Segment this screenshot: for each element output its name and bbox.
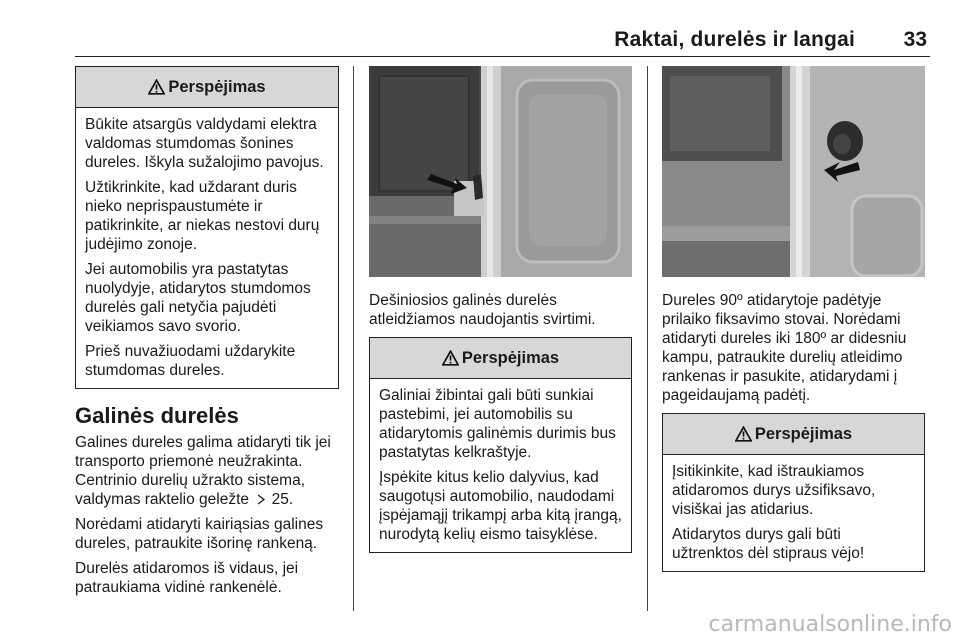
warning-paragraph: Įspėkite kitus kelio dalyvius, kad saugotųsi automobilio, naudodami įspėjamąjį trikampį arba kitą įrangą, nurodytą kelių eismo taisyklėse.	[379, 469, 622, 543]
warning-title: Perspėjimas	[168, 77, 266, 96]
door-release-handle-photo	[662, 66, 925, 277]
body-paragraph	[75, 433, 343, 509]
warning-triangle-icon	[735, 426, 752, 442]
page-number: 33	[903, 28, 927, 51]
warning-paragraph: Prieš nuvažiuodami uždarykite stumdomas dureles.	[85, 343, 296, 379]
warning-triangle-icon	[148, 79, 165, 95]
warning-box	[662, 413, 925, 572]
column-divider	[647, 66, 648, 611]
left-column	[75, 66, 339, 603]
middle-column	[369, 66, 632, 553]
page-header-title: Raktai, durelės ir langai	[614, 28, 855, 51]
header-rule	[75, 56, 930, 57]
warning-paragraph: Atidarytos durys gali būti užtrenktos dėl stipraus vėjo!	[672, 526, 865, 562]
warning-header	[370, 338, 631, 379]
photo-caption: Dešiniosios galinės durelės atleidžiamos naudojantis svirtimi.	[369, 292, 596, 328]
warning-paragraph: Įsitikinkite, kad ištraukiamos atidaromos durys užsifiksavo, visiškai jas atidarius.	[672, 463, 876, 518]
photo-caption: Dureles 90º atidarytoje padėtyje prilaiko fiksavimo stovai. Norėdami atidaryti dureles iki 180º ar didesniu kampu, patraukite durelių atleidimo rankenas ir pasukite, atidarydami į pageidaujamą padėtį.	[662, 292, 907, 404]
column-divider	[353, 66, 354, 611]
warning-title: Perspėjimas	[754, 424, 853, 443]
warning-box	[75, 66, 339, 389]
body-paragraph: Norėdami atidaryti kairiąsias galines dureles, patraukite išorinę rankeną.	[75, 516, 324, 552]
page-reference-link[interactable]: 25.	[271, 491, 294, 508]
body-paragraph: Durelės atidaromos iš vidaus, jei patraukiama vidinė rankenėlė.	[75, 560, 299, 596]
warning-header	[76, 67, 338, 108]
body-text: Galines dureles galima atidaryti tik jei transporto priemonė neužrakinta. Centrinio durelių užrakto sistema, valdymas raktelio geležte	[75, 434, 331, 508]
rear-door-lever-photo	[369, 66, 632, 277]
page-reference-icon	[256, 494, 266, 505]
warning-paragraph: Užtikrinkite, kad uždarant duris nieko neprispaustumėte ir patikrinkite, ar niekas nestovi durų judėjimo zonoje.	[85, 179, 320, 253]
warning-body	[76, 108, 338, 388]
watermark: carmanualsonline.info	[708, 612, 952, 637]
warning-triangle-icon	[442, 350, 459, 366]
warning-paragraph: Galiniai žibintai gali būti sunkiai pastebimi, jei automobilis su atidarytomis galinėmis durimis bus pastatytas kelkraštyje.	[379, 387, 616, 461]
warning-header	[663, 414, 924, 455]
warning-paragraph: Jei automobilis yra pastatytas nuolydyje, atidarytos stumdomos durelės gali netyčia pajudėti veikiamos savo svorio.	[85, 261, 311, 335]
warning-paragraph: Būkite atsargūs valdydami elektra valdomas stumdomas šonines dureles. Iškyla sužalojimo pavojus.	[85, 116, 324, 171]
section-heading: Galinės durelės	[75, 403, 239, 428]
right-column	[662, 66, 925, 572]
warning-body	[663, 455, 924, 571]
warning-title: Perspėjimas	[461, 348, 560, 367]
warning-box	[369, 337, 632, 553]
warning-body	[370, 379, 631, 552]
